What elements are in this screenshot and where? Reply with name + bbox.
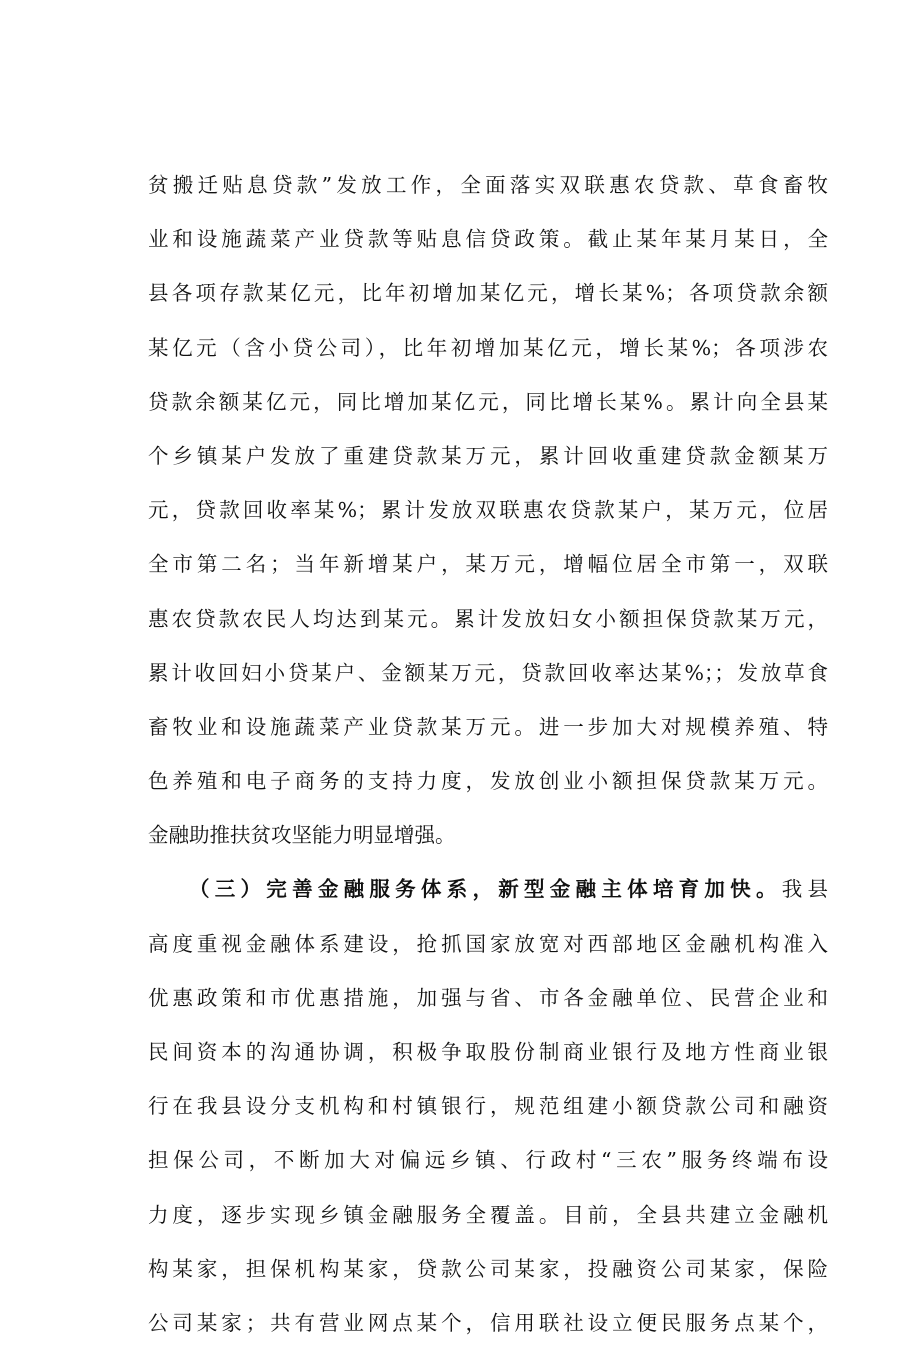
section-heading: （三）完善金融服务体系，新型金融主体培育加快。 <box>189 877 782 902</box>
paragraph-financial-system <box>148 862 828 1350</box>
text-line: 民间资本的沟通协调，积极争取股份制商业银行及地方性商业银 <box>148 1040 828 1064</box>
text-line: 高度重视金融体系建设，抢抓国家放宽对西部地区金融机构准入 <box>148 931 828 956</box>
text-line: 元，贷款回收率某%；累计发放双联惠农贷款某户，某万元，位居 <box>148 498 828 523</box>
text-line: 畜牧业和设施蔬菜产业贷款某万元。进一步加大对规模养殖、特 <box>148 714 828 739</box>
text-line: 个乡镇某户发放了重建贷款某万元，累计回收重建贷款金额某万 <box>148 443 828 468</box>
text-line: 行在我县设分支机构和村镇银行，规范组建小额贷款公司和融资 <box>148 1094 828 1119</box>
text-line: 担保公司，不断加大对偏远乡镇、行政村“三农”服务终端布设 <box>148 1148 828 1173</box>
text-line: 累计收回妇小贷某户、金额某万元，贷款回收率达某%；；发放草食 <box>148 660 828 685</box>
paragraph-financial-support <box>148 158 828 862</box>
text-line: 惠农贷款农民人均达到某元。累计发放妇女小额担保贷款某万元， <box>148 606 828 631</box>
text-line: 优惠政策和市优惠措施，加强与省、市各金融单位、民营企业和 <box>148 985 828 1010</box>
text-line: 金融助推扶贫攻坚能力明显增强。 <box>148 823 456 848</box>
text-line: 某亿元（含小贷公司），比年初增加某亿元，增长某%；各项涉农 <box>148 335 828 360</box>
text-line: 业和设施蔬菜产业贷款等贴息信贷政策。截止某年某月某日，全 <box>148 227 828 252</box>
body-text <box>148 158 828 1350</box>
heading-tail-text: 我县 <box>781 877 829 902</box>
text-line: 县各项存款某亿元，比年初增加某亿元，增长某%；各项贷款余额 <box>148 281 828 306</box>
text-line: 色养殖和电子商务的支持力度，发放创业小额担保贷款某万元。 <box>148 769 828 794</box>
text-line: 全市第二名；当年新增某户，某万元，增幅位居全市第一，双联 <box>148 552 828 577</box>
text-line: 贫搬迁贴息贷款”发放工作，全面落实双联惠农贷款、草食畜牧 <box>148 173 828 197</box>
text-line: 力度，逐步实现乡镇金融服务全覆盖。目前，全县共建立金融机 <box>148 1202 828 1227</box>
text-line: 贷款余额某亿元，同比增加某亿元，同比增长某%。累计向全县某 <box>148 389 828 414</box>
text-line: 构某家，担保机构某家，贷款公司某家，投融资公司某家，保险 <box>148 1256 828 1281</box>
section-heading-line <box>148 862 828 916</box>
text-line: 公司某家；共有营业网点某个，信用联社设立便民服务点某个， <box>148 1310 828 1335</box>
